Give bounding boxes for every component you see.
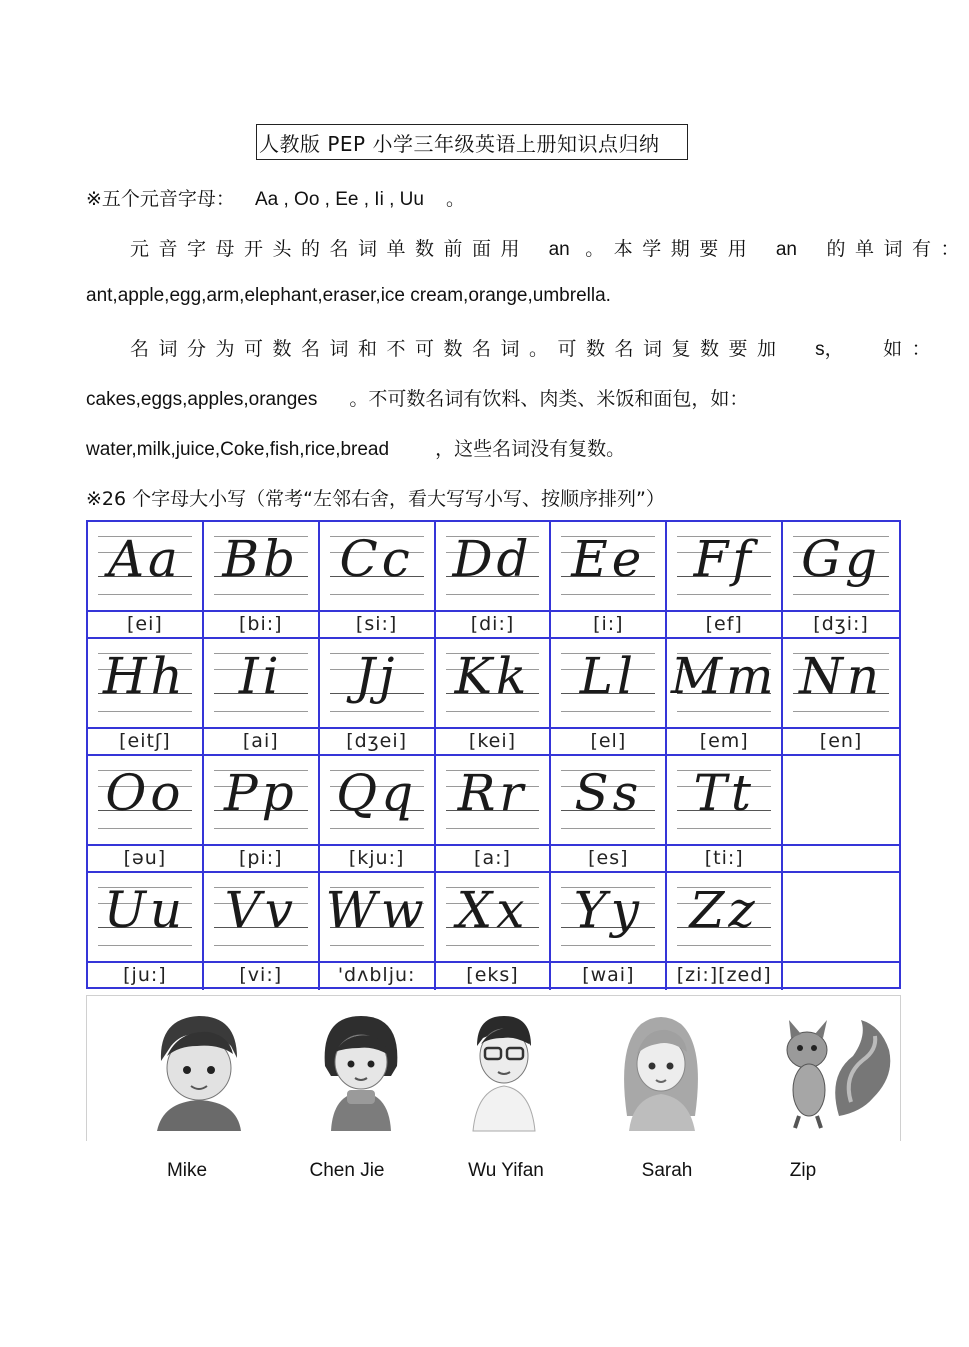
page-title: 人教版 PEP 小学三年级英语上册知识点归纳 [256, 124, 688, 160]
alphabet-table [86, 520, 901, 989]
letter-pair: Pp [223, 764, 298, 822]
character-names [0, 1160, 950, 1190]
letter-pair: Ww [325, 881, 428, 939]
characters-panel [86, 995, 901, 1141]
letter-cell [204, 873, 320, 963]
phonetic-cell: [eitʃ] [88, 729, 204, 756]
phonetic-cell: [ei] [88, 612, 204, 639]
phonetic-cell: 'dʌblju: [320, 963, 436, 990]
letter-pair: Mm [670, 647, 778, 705]
phonetic-cell: [kei] [436, 729, 552, 756]
girl-portrait-icon [311, 1006, 411, 1131]
letter-pair: Ff [693, 530, 755, 588]
letter-pair: Oo [105, 764, 185, 822]
phonetic-cell: [i:] [551, 612, 667, 639]
phonetic-cell: [ef] [667, 612, 783, 639]
phonetic-cell: [si:] [320, 612, 436, 639]
phonetic-cell: [pi:] [204, 846, 320, 873]
no-plural-text: ，这些名词没有复数。 [435, 438, 626, 460]
an-words: ant,apple,egg,arm,elephant,eraser,ice cream,orange,umbrella. [86, 285, 611, 306]
character-name: Wu Yifan [468, 1160, 544, 1181]
character-name: Sarah [641, 1160, 693, 1181]
phonetic-cell: [ti:] [667, 846, 783, 873]
letter-cell [667, 639, 783, 729]
letter-pair: Rr [457, 764, 528, 822]
boy-glasses-portrait-icon [459, 1006, 549, 1131]
letter-pair: Kk [454, 647, 531, 705]
letter-pair: Ee [571, 530, 646, 588]
letter-cell [783, 756, 899, 846]
phonetic-cell: [a:] [436, 846, 552, 873]
phonetic-cell: [dʒi:] [783, 612, 899, 639]
letter-cell [320, 873, 436, 963]
an-rule-text1: 元音字母开头的名词单数前面用 [130, 238, 530, 260]
uncountable-line [86, 434, 625, 461]
phonetic-cell: [eks] [436, 963, 552, 990]
phonetic-cell: [en] [783, 729, 899, 756]
vowels-prefix: ※五个元音字母： [86, 188, 235, 210]
an-rule-an2: an [775, 239, 797, 260]
phonetic-cell: [di:] [436, 612, 552, 639]
phonetic-cell: [es] [551, 846, 667, 873]
letter-cell [320, 756, 436, 846]
phonetic-cell: [el] [551, 729, 667, 756]
letter-pair: Qq [336, 764, 418, 822]
girl-long-hair-portrait-icon [611, 1006, 711, 1131]
letter-pair: Aa [107, 530, 182, 588]
letter-pair: Yy [573, 881, 643, 939]
letter-cell [204, 639, 320, 729]
nouns-line [130, 334, 940, 361]
character-name: Chen Jie [309, 1160, 385, 1181]
an-rule-line [130, 234, 969, 261]
squirrel-portrait-icon [777, 1006, 897, 1131]
letter-cell [436, 522, 552, 612]
letter-cell [88, 756, 204, 846]
phonetic-cell: [em] [667, 729, 783, 756]
letter-cell [88, 639, 204, 729]
letter-cell [783, 873, 899, 963]
letter-pair: Ll [579, 647, 637, 705]
letter-cell [204, 756, 320, 846]
letter-cell [436, 639, 552, 729]
letter-cell [783, 639, 899, 729]
uncountable-text: 。不可数名词有饮料、肉类、米饭和面包，如： [349, 388, 749, 410]
phonetic-cell: [ju:] [88, 963, 204, 990]
character-name: Zip [789, 1160, 817, 1181]
letter-cell [436, 873, 552, 963]
letter-cell [667, 756, 783, 846]
phonetic-cell: [bi:] [204, 612, 320, 639]
letter-pair: Zz [689, 881, 759, 939]
phonetic-cell: [əu] [88, 846, 204, 873]
nouns-text1: 名词分为可数名词和不可数名词。可数名词复数要加 [130, 338, 786, 360]
letter-cell [551, 639, 667, 729]
letter-cell [667, 522, 783, 612]
letter-pair: Hh [103, 647, 187, 705]
plural-line [86, 384, 748, 411]
letter-pair: Nn [799, 647, 884, 705]
letter-cell [667, 873, 783, 963]
letter-pair: Bb [222, 530, 300, 588]
letter-cell [436, 756, 552, 846]
letter-pair: Xx [456, 881, 529, 939]
phonetic-cell [783, 846, 899, 873]
alphabet-heading: ※26 个字母大小写（常考“左邻右舍，看大写写小写、按顺序排列”） [86, 488, 665, 510]
phonetic-cell: [wai] [551, 963, 667, 990]
phonetic-cell [783, 963, 899, 990]
letter-pair: Dd [452, 530, 533, 588]
uncountable-examples: water,milk,juice,Coke,fish,rice,bread [86, 439, 390, 460]
plural-examples: cakes,eggs,apples,oranges [86, 389, 318, 410]
letter-pair: Tt [693, 764, 755, 822]
letter-cell [551, 522, 667, 612]
letter-cell [783, 522, 899, 612]
letter-cell [551, 873, 667, 963]
letter-cell [551, 756, 667, 846]
letter-pair: Ss [574, 764, 643, 822]
phonetic-cell: [ai] [204, 729, 320, 756]
letter-pair: Ii [238, 647, 283, 705]
letter-cell [88, 873, 204, 963]
letter-pair: Vv [224, 881, 297, 939]
letter-pair: Uu [103, 881, 187, 939]
vowels-line [86, 184, 465, 211]
an-rule-text3: 的单词有： [826, 238, 969, 260]
letter-cell [320, 639, 436, 729]
phonetic-cell: [vi:] [204, 963, 320, 990]
nouns-s: s， [815, 339, 844, 360]
letter-cell [88, 522, 204, 612]
letter-pair: Cc [339, 530, 414, 588]
phonetic-cell: [kju:] [320, 846, 436, 873]
phonetic-cell: [zi:][zed] [667, 963, 783, 990]
letter-pair: Gg [801, 530, 882, 588]
vowels-letters: Aa , Oo , Ee , Ii , Uu [254, 189, 424, 210]
phonetic-cell: [dʒei] [320, 729, 436, 756]
letter-pair: Jj [354, 647, 399, 705]
letter-cell [204, 522, 320, 612]
an-rule-text2: 。本学期要用 [585, 238, 757, 260]
boy-portrait-icon [149, 1006, 249, 1131]
vowels-suffix: 。 [445, 188, 465, 210]
letter-cell [320, 522, 436, 612]
nouns-ru: 如： [883, 338, 941, 360]
an-rule-an1: an [548, 239, 570, 260]
character-name: Mike [166, 1160, 208, 1181]
